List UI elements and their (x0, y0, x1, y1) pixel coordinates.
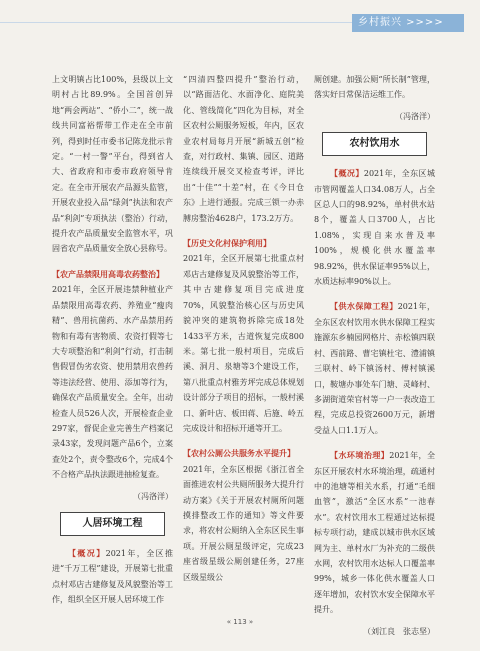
header-rule (0, 22, 362, 23)
section-heading: 【农村公厕公共服务水平提升】 (183, 448, 295, 459)
author-signature: （刘江良 张志坚） (363, 626, 435, 636)
paragraph: 2021年，全东区根据《浙江省全面推进农村公共厕所服务大提升行动方案》《关于开展农村厕所问题摸排整改工作的通知》等文件要求，将农村公厕纳入全东区民生事项。开展公厕星级评定，完成23座省级星级公厕创建任务，27座区级星级公 (183, 464, 304, 582)
author-signature: （冯洛洋） (133, 491, 173, 501)
section-heading: 【历史文化村保护利用】 (183, 238, 271, 249)
paragraph: 2021年，全区推进“千万工程”建设，开展第七批重点村邓店古建修复及风貌整治等工作，组织全区开展人居环境工作 (52, 548, 174, 605)
paragraph: 厕创建。加强公厕“所长制”管理，落实好日常保洁运维工作。 (314, 75, 435, 100)
paragraph: 上文明镇占比100%，县级以上文明村占比89.9%。全国首创异地“两会两站”、“侨小二”，统一战线共同富裕帮带工作走在全市前列，得到时任市委书记陈龙批示肯定。“一村一警”平台，得到省人大、省政府和市委市政府领导肯定。在全市开展农产品源头监管，开展农业投入品“绿剑”执法和农产品“利剑”专项执法（整治）行动，提升农产品质量安全监管水平，巩固省农产品质量安全放心县称号。 (52, 75, 173, 254)
column-2 (183, 72, 304, 585)
section-heading: 【水环境治理】 (330, 450, 390, 461)
section-heading: 【供水保障工程】 (330, 301, 398, 312)
author-signature: （冯洛洋） (395, 111, 435, 121)
paragraph: “四清四整四提升”整治行动，以“路面洁化、水面净化、庭院美化、管线简化”四化为目标，对全区农村公厕服务短板，年内，区农业农村局每月开展“新城五创”检查，对行政村、集镇、园区、道路连续线开展交叉检查考评，评比出“十佳”“十差”村，在《今日仓东》上进行通报。完成三锁一办赤膊房整治4628户，173.2万方。 (183, 75, 304, 223)
section-heading: 【概况】 (330, 168, 364, 179)
paragraph: 2021年，全东区城市管网覆盖人口34.08万人，占全区总人口的98.92%，单村供水站8个，覆盖人口3700人，占比1.08%，实现自来水普及率100%，规模化供水覆盖率98.92%，供水保证率95%以上，水质达标率90%以上。 (314, 169, 436, 287)
paragraph: 2021年，全东区农村饮用水供水保障工程实施源东乡楠园网格片、赤松镇四联村、西前路、曹宅镇杜宅、澧浦镇三联村、岭下镇汤村、傅村镇溪口，鞍塘办事处车门塘、灵峰村、多湖街道荣官村等一户一表改造工程，完成总投资2600万元，新增受益人口1.1万人。 (314, 302, 436, 435)
paragraph: 2021年，全区开展第七批重点村邓店古建修复及风貌整治等工作，其中古建修复项目完成进度70%，风貌整治核心区与历史风貌冲突的建筑物拆除完成18处1433平方米，古道恢复完成800米。第七批一般村项目，完成后溪、洞月、泉塘等3个建设工作，第八批重点村雅芳坪完成总体规划设计部分子项目的招标，一般村溪口、新叶店、板田蒋、后施、岭五完成设计和招标开通等开工。 (183, 254, 304, 433)
paragraph: 2021年，全区开展违禁种植业产品禁限用高毒农药、养殖业“瘦肉精”、兽用抗菌药、水产品禁用药物和有毒有害物质、农资打假等七大专项整治和“利剑”行动，打击制售假冒伪劣农资、使用禁用农兽药等违法经营、使用、添加等行为，确保农产品质量安全。全年，出动检查人员526人次，开展检查企业297家，督促企业完善生产档案记录43家，发现问题产品6个，立案查处2个，责令整改6个，完成4个不合格产品执法跟进抽检复查。 (52, 285, 173, 480)
section-heading: 【概况】 (68, 547, 106, 558)
section-box-title: 农村饮用水 (322, 132, 427, 156)
column-3 (314, 72, 435, 639)
column-1 (52, 72, 173, 608)
section-tag: 乡村振兴 >>>> (352, 14, 464, 32)
section-box-title: 人居环境工程 (60, 512, 165, 536)
page-number: « 113 » (226, 618, 254, 626)
section-heading: 【农产品禁限用高毒农药整治】 (52, 268, 164, 279)
page-header (0, 0, 480, 44)
paragraph: 2021年，全东区开展农村水环境治理，疏通村中的池塘等相关水系，打通“毛细血管”，激活“全区水系”一池春水”。农村饮用水工程通过达标提标专项行动，建成以城市供水区域网为主、单村水厂为补充的二级供水网，农村饮用水达标人口覆盖率99%，城乡一体化供水覆盖人口逐年增加，农村饮水安全保障水平提升。 (314, 451, 436, 615)
